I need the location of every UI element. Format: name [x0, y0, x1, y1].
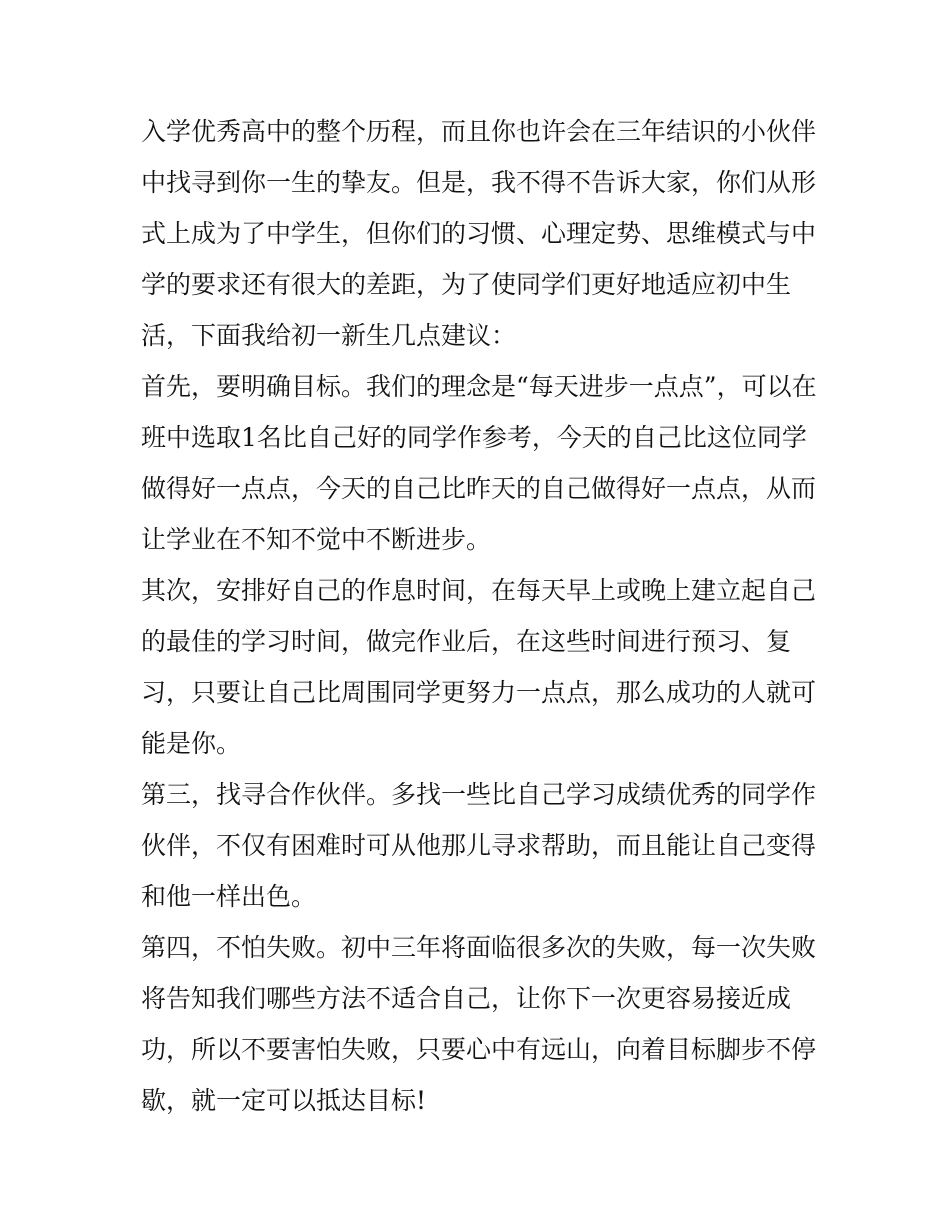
text-line: 入学优秀高中的整个历程，而且你也许会在三年结识的小伙伴: [141, 117, 817, 146]
text-line: 第三，找寻合作伙伴。多找一些比自己学习成绩优秀的同学作: [141, 780, 817, 809]
text-line: 功，所以不要害怕失败，只要心中有远山，向着目标脚步不停: [141, 1035, 817, 1064]
document-body: [141, 106, 817, 1126]
text-line: 让学业在不知不觉中不断进步。: [141, 525, 492, 554]
text-line: 学的要求还有很大的差距，为了使同学们更好地适应初中生: [141, 270, 792, 299]
text-line: 首先，要明确目标。我们的理念是“每天进步一点点”，可以在: [141, 372, 817, 401]
text-line: 其次，安排好自己的作息时间，在每天早上或晚上建立起自己: [141, 576, 817, 605]
text-line: 将告知我们哪些方法不适合自己，让你下一次更容易接近成: [141, 984, 792, 1013]
text-line: 能是你。: [141, 729, 242, 758]
text-line: 第四，不怕失败。初中三年将面临很多次的失败，每一次失败: [141, 933, 817, 962]
text-line: 式上成为了中学生，但你们的习惯、心理定势、思维模式与中: [141, 219, 817, 248]
text-line: 的最佳的学习时间，做完作业后，在这些时间进行预习、复: [141, 627, 792, 656]
text-line: 习，只要让自己比周围同学更努力一点点，那么成功的人就可: [141, 678, 817, 707]
text-line: 伙伴，不仅有困难时可从他那儿寻求帮助，而且能让自己变得: [141, 831, 817, 860]
text-line: 歇，就一定可以抵达目标!: [141, 1086, 427, 1115]
text-line: 和他一样出色。: [141, 882, 317, 911]
text-line: 做得好一点点，今天的自己比昨天的自己做得好一点点，从而: [141, 474, 817, 503]
text-line: 中找寻到你一生的挚友。但是，我不得不告诉大家，你们从形: [141, 168, 817, 197]
text-line: 活，下面我给初一新生几点建议：: [141, 321, 517, 350]
text-line: 班中选取1名比自己好的同学作参考，今天的自己比这位同学: [141, 423, 807, 452]
